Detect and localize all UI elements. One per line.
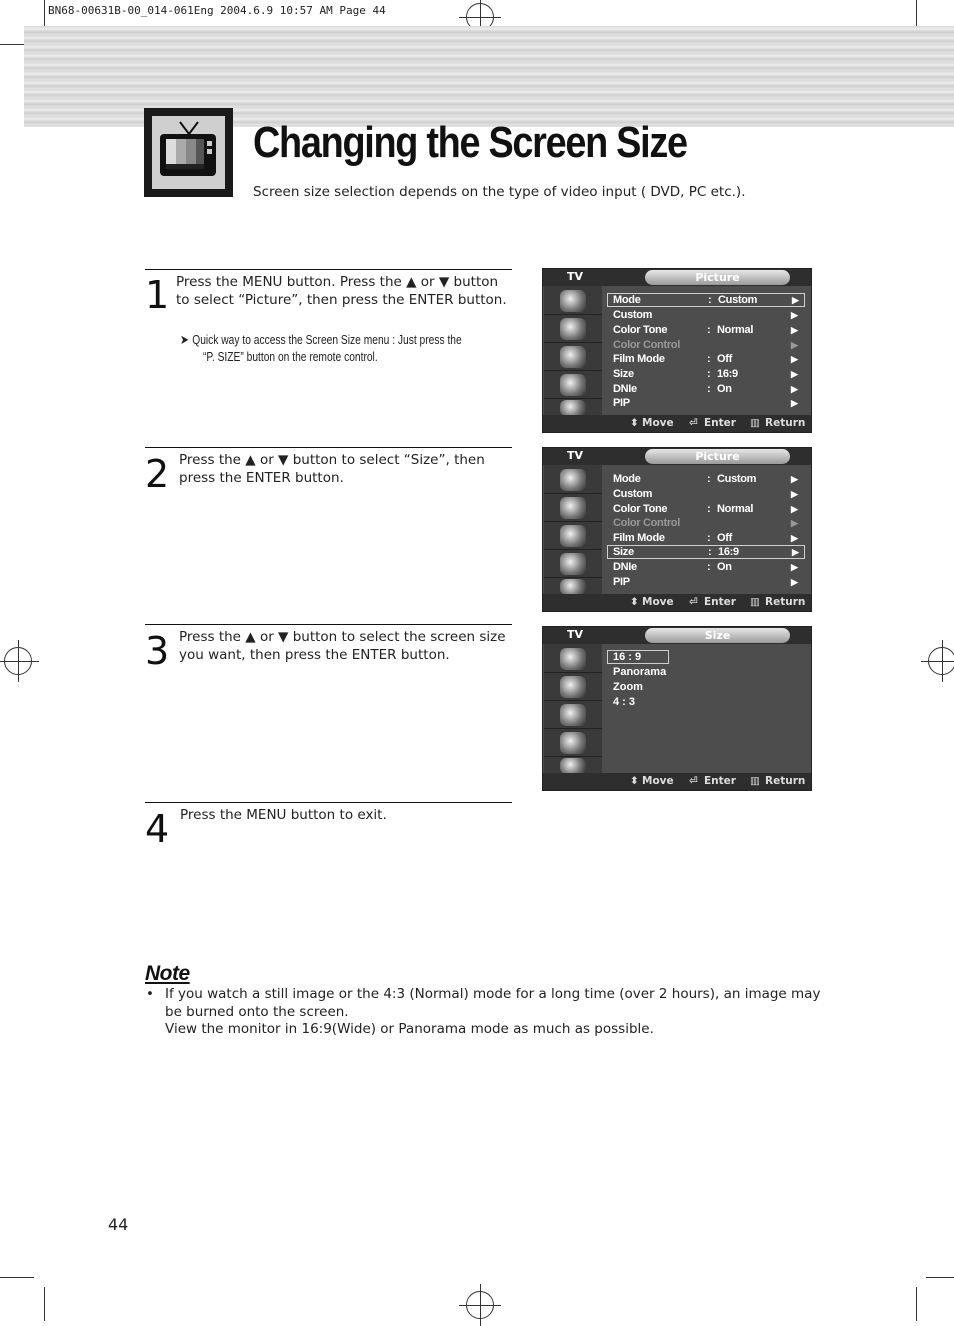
arrow-right-icon: ▶ <box>791 577 798 587</box>
channel-icon <box>560 553 586 575</box>
tip-note <box>180 331 475 366</box>
osd-header <box>543 269 811 286</box>
osd-row-mode[interactable]: Mode : Custom ▶ <box>607 293 805 307</box>
osd-row-mode[interactable]: Mode : Custom ▶ <box>613 473 798 485</box>
osd-row-size[interactable]: Size : 16:9 ▶ <box>607 545 805 559</box>
tip-line: “P. SIZE” button on the remote control. <box>202 350 378 364</box>
crop-mark <box>44 1287 45 1321</box>
note-line: View the monitor in 16:9(Wide) or Panorama mode as much as possible. <box>165 1021 654 1037</box>
picture-icon <box>560 676 586 698</box>
arrow-right-icon: ▶ <box>791 310 798 320</box>
channel-icon <box>560 732 586 754</box>
osd-row-color-tone[interactable]: Color Tone : Normal ▶ <box>613 324 798 336</box>
registration-mark <box>928 647 954 675</box>
move-icon: ⬍ <box>630 596 639 608</box>
note-line: If you watch a still image or the 4:3 (Normal) mode for a long time (over 2 hours), an image may be burned onto the screen. <box>165 986 821 1020</box>
step-divider <box>145 269 512 270</box>
channel-icon <box>560 374 586 396</box>
arrow-right-icon: ▶ <box>791 562 798 572</box>
input-icon <box>560 469 586 491</box>
crop-mark <box>916 1287 917 1321</box>
picture-icon <box>560 318 586 340</box>
osd-header <box>543 448 811 465</box>
osd-row-pip[interactable]: PIP ▶ <box>613 397 798 409</box>
step-text: Press the MENU button. Press the ▲ or ▼ button to select “Picture”, then press the ENTER button. <box>176 274 507 308</box>
osd-footer: ⬍ Move ⏎ Enter ▥ Return <box>543 594 811 611</box>
arrow-right-icon: ▶ <box>791 504 798 514</box>
bullet: • <box>146 986 154 1002</box>
sound-icon <box>560 525 586 547</box>
osd-row-pip[interactable]: PIP ▶ <box>613 576 798 588</box>
osd-row-film-mode[interactable]: Film Mode : Off ▶ <box>613 353 798 365</box>
osd-source-label: TV <box>567 270 584 283</box>
step-divider <box>145 802 512 803</box>
osd-row-film-mode[interactable]: Film Mode : Off ▶ <box>613 532 798 544</box>
setup-icon <box>560 400 586 416</box>
move-icon: ⬍ <box>630 417 639 429</box>
return-icon: ▥ <box>750 417 760 429</box>
picture-icon <box>560 497 586 519</box>
tip-line: Quick way to access the Screen Size menu : Just press the <box>192 333 462 347</box>
crop-mark <box>926 1277 954 1278</box>
step-text: Press the ▲ or ▼ button to select the screen size you want, then press the ENTER button. <box>179 629 506 663</box>
osd-header <box>543 627 811 644</box>
step-number: 4 <box>145 807 170 851</box>
osd-row-color-control: Color Control ▶ <box>613 517 798 529</box>
note-text <box>165 986 825 1039</box>
tv-icon <box>152 116 225 189</box>
arrow-right-icon: ▶ <box>792 547 799 557</box>
arrow-right-icon: ▶ <box>792 295 799 305</box>
enter-icon: ⏎ <box>689 775 698 787</box>
return-icon: ▥ <box>750 775 760 787</box>
osd-row-dnie[interactable]: DNIe : On ▶ <box>613 383 798 395</box>
page-title: Changing the Screen Size <box>253 118 687 167</box>
arrow-right-icon: ▶ <box>791 474 798 484</box>
crop-mark <box>0 1277 34 1278</box>
sound-icon <box>560 346 586 368</box>
note-heading: Note <box>145 962 190 985</box>
step-text: Press the MENU button to exit. <box>180 807 387 823</box>
osd-row-color-tone[interactable]: Color Tone : Normal ▶ <box>613 503 798 515</box>
arrow-right-icon: ▶ <box>791 354 798 364</box>
print-slug: BN68-00631B-00_014-061Eng 2004.6.9 10:57 AM Page 44 <box>48 4 386 17</box>
osd-footer: ⬍ Move ⏎ Enter ▥ Return <box>543 415 811 432</box>
arrow-right-icon: ▶ <box>791 340 798 350</box>
osd-sidebar <box>544 465 602 595</box>
input-icon <box>560 290 586 312</box>
arrow-right-icon: ▶ <box>791 369 798 379</box>
osd-row-dnie[interactable]: DNIe : On ▶ <box>613 561 798 573</box>
arrow-right-icon: ▶ <box>791 489 798 499</box>
setup-icon <box>560 579 586 595</box>
step-divider <box>145 624 512 625</box>
setup-icon <box>560 758 586 774</box>
step-divider <box>145 447 512 448</box>
osd-source-label: TV <box>567 449 584 462</box>
arrow-right-icon: ▶ <box>791 384 798 394</box>
osd-row-color-control: Color Control ▶ <box>613 339 798 351</box>
arrow-icon: ➤ <box>180 332 189 347</box>
page-number: 44 <box>108 1215 129 1234</box>
osd-menu-title: Size <box>645 628 790 643</box>
osd-menu-title: Picture <box>645 449 790 464</box>
osd-source-label: TV <box>567 628 584 641</box>
step-number: 2 <box>145 452 170 496</box>
size-option-zoom[interactable]: Zoom <box>613 681 643 693</box>
page-subtitle: Screen size selection depends on the type of video input ( DVD, PC etc.). <box>253 184 746 200</box>
osd-picture-menu-mode <box>542 268 812 433</box>
arrow-right-icon: ▶ <box>791 325 798 335</box>
input-icon <box>560 648 586 670</box>
step-text: Press the ▲ or ▼ button to select “Size”, then press the ENTER button. <box>179 452 485 486</box>
return-icon: ▥ <box>750 596 760 608</box>
osd-row-custom[interactable]: Custom ▶ <box>613 309 798 321</box>
arrow-right-icon: ▶ <box>791 398 798 408</box>
enter-icon: ⏎ <box>689 417 698 429</box>
osd-footer: ⬍ Move ⏎ Enter ▥ Return <box>543 773 811 790</box>
step-number: 3 <box>145 629 170 673</box>
osd-sidebar <box>544 286 602 416</box>
step-number: 1 <box>145 273 170 317</box>
osd-menu-title: Picture <box>645 270 790 285</box>
arrow-right-icon: ▶ <box>791 533 798 543</box>
size-option-16-9[interactable]: 16 : 9 <box>607 650 669 664</box>
osd-row-custom[interactable]: Custom ▶ <box>613 488 798 500</box>
enter-icon: ⏎ <box>689 596 698 608</box>
move-icon: ⬍ <box>630 775 639 787</box>
size-option-panorama[interactable]: Panorama <box>613 666 667 678</box>
arrow-right-icon: ▶ <box>791 518 798 528</box>
osd-picture-menu-size <box>542 447 812 612</box>
osd-sidebar <box>544 644 602 774</box>
registration-mark <box>466 1291 494 1319</box>
size-option-4-3[interactable]: 4 : 3 <box>613 696 636 708</box>
osd-row-size[interactable]: Size : 16:9 ▶ <box>613 368 798 380</box>
osd-size-menu <box>542 626 812 791</box>
registration-mark <box>4 647 32 675</box>
sound-icon <box>560 704 586 726</box>
